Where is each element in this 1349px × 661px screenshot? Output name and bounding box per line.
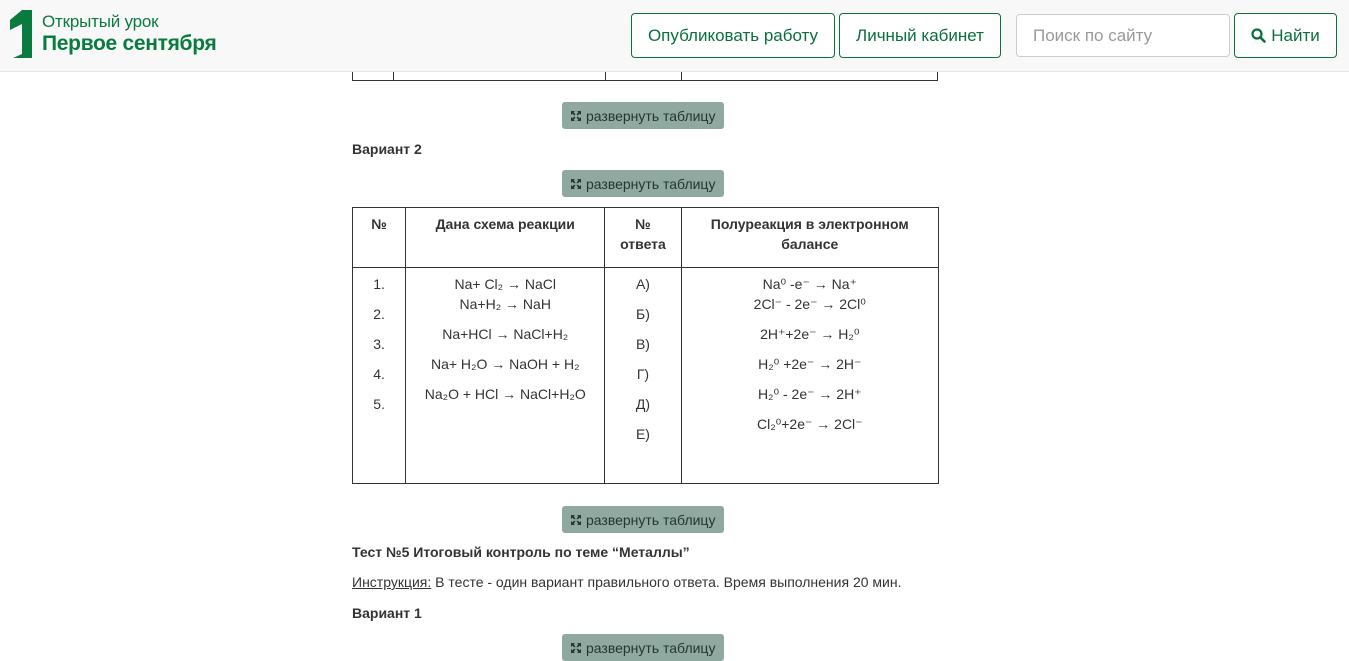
find-button[interactable] — [1234, 13, 1337, 58]
list-item: 2. — [373, 306, 385, 322]
expand-icon — [570, 110, 582, 122]
expand-icon — [570, 642, 582, 654]
list-item: 3. — [373, 336, 385, 352]
expand-button-label: развернуть таблицу — [586, 639, 716, 656]
half-reactions-cell — [681, 268, 938, 484]
list-item: 1. — [373, 276, 385, 292]
expand-button-label: развернуть таблицу — [586, 175, 716, 192]
expand-table-button[interactable] — [562, 634, 724, 661]
list-item: Na₂O + HCl → NaCl+H₂O — [424, 386, 586, 402]
site-header — [0, 0, 1349, 72]
column-header-half-reaction: Полуреакция в электронном балансе — [681, 208, 938, 268]
instruction-label: Инструкция: — [352, 574, 432, 590]
list-item: Б) — [636, 306, 650, 322]
expand-icon — [570, 514, 582, 526]
expand-button-label: развернуть таблицу — [586, 107, 716, 124]
list-item: Cl₂⁰+2e⁻ → 2Cl⁻ — [756, 416, 863, 432]
expand-table-button[interactable] — [562, 102, 724, 129]
list-item: H₂⁰ +2e⁻ → 2H⁻ — [758, 356, 862, 372]
instruction-text: В тесте - один вариант правильного ответа. Время выполнения 20 мин. — [431, 574, 902, 590]
list-item: В) — [635, 336, 650, 352]
list-item: А) — [635, 276, 650, 292]
expand-table-button[interactable] — [562, 170, 724, 197]
column-header-answer: № ответа — [605, 208, 681, 268]
search-icon — [1251, 28, 1266, 43]
list-item: 2Cl⁻ - 2e⁻ → 2Cl⁰ — [753, 296, 866, 312]
list-item: 2H⁺+2e⁻ → H₂⁰ — [760, 326, 860, 342]
expand-table-button[interactable] — [562, 506, 724, 533]
list-item: Na+HCl → NaCl+H₂ — [442, 326, 569, 342]
variant-1-heading: Вариант 1 — [352, 605, 422, 621]
list-item: Na+ H₂O → NaOH + H₂ — [430, 356, 580, 372]
search-input[interactable] — [1016, 14, 1230, 57]
find-button-label: Найти — [1271, 25, 1320, 45]
list-item: 4. — [373, 366, 385, 382]
list-item: Д) — [635, 396, 651, 412]
publish-work-button[interactable]: Опубликовать работу — [631, 13, 835, 58]
logo-one-icon — [10, 10, 32, 58]
expand-button-label: развернуть таблицу — [586, 511, 716, 528]
logo-bottom-text: Первое сентября — [42, 32, 217, 55]
list-item: H₂⁰ - 2e⁻ → 2H⁺ — [757, 386, 862, 402]
column-header-number: № — [353, 208, 406, 268]
list-item: Е) — [635, 426, 650, 442]
test-5-heading: Тест №5 Итоговый контроль по теме “Металлы” — [352, 544, 690, 560]
list-item: Na+H₂ → NaH — [459, 296, 551, 312]
expand-icon — [570, 178, 582, 190]
list-item: 5. — [373, 396, 385, 412]
variant-2-heading: Вариант 2 — [352, 141, 422, 157]
list-item: Г) — [636, 366, 650, 382]
personal-cabinet-button[interactable]: Личный кабинет — [839, 13, 1001, 58]
reactions-cell — [406, 268, 605, 484]
list-item: Na+ Cl₂ → NaCl — [454, 276, 556, 292]
answers-cell — [605, 268, 681, 484]
list-item: Na⁰ -e⁻ → Na⁺ — [762, 276, 857, 292]
logo-top-text: Открытый урок — [42, 12, 159, 31]
column-header-reaction: Дана схема реакции — [406, 208, 605, 268]
reactions-table — [352, 207, 939, 484]
numbers-cell — [353, 268, 406, 484]
instruction-paragraph — [352, 574, 901, 590]
